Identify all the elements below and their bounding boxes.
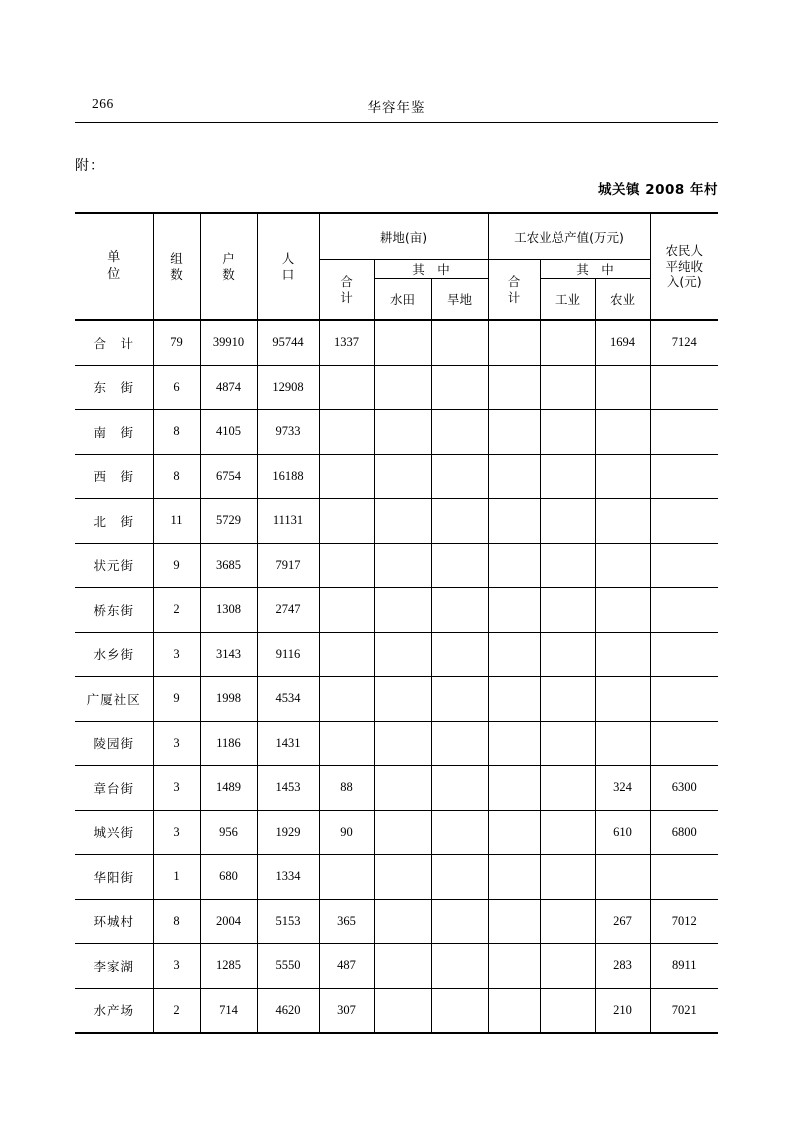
cell-output-total <box>488 766 540 811</box>
cell-dry <box>431 454 488 499</box>
cell-households: 2004 <box>200 899 257 944</box>
appendix-label: 附： <box>75 158 105 174</box>
cell-agriculture <box>595 855 650 900</box>
cell-agriculture <box>595 677 650 722</box>
cell-groups: 2 <box>153 988 200 1033</box>
cell-income <box>650 365 718 410</box>
cell-households: 1186 <box>200 721 257 766</box>
cell-farmland-total <box>319 499 374 544</box>
cell-farmland-total <box>319 588 374 633</box>
cell-dry <box>431 766 488 811</box>
cell-paddy <box>374 454 431 499</box>
cell-groups: 3 <box>153 810 200 855</box>
cell-households: 6754 <box>200 454 257 499</box>
cell-unit: 西 街 <box>75 454 153 499</box>
cell-groups: 3 <box>153 766 200 811</box>
cell-industry <box>540 721 595 766</box>
cell-agriculture: 267 <box>595 899 650 944</box>
cell-industry <box>540 588 595 633</box>
cell-population: 1431 <box>257 721 319 766</box>
cell-dry <box>431 320 488 365</box>
cell-dry <box>431 410 488 455</box>
header-groups-line1: 组 <box>170 250 183 266</box>
header-population-line2: 口 <box>281 266 295 282</box>
cell-unit: 陵园街 <box>75 721 153 766</box>
cell-industry <box>540 810 595 855</box>
cell-income <box>650 632 718 677</box>
cell-output-total <box>488 632 540 677</box>
header-unit-line1: 单 <box>107 250 121 266</box>
table-row <box>75 810 718 855</box>
cell-income <box>650 454 718 499</box>
header-farmland-total <box>319 260 374 321</box>
header-income-line2: 平纯收 <box>665 258 704 274</box>
header-output-total-line2: 计 <box>507 289 521 305</box>
cell-farmland-total: 90 <box>319 810 374 855</box>
cell-paddy <box>374 499 431 544</box>
cell-farmland-total <box>319 677 374 722</box>
cell-farmland-total <box>319 855 374 900</box>
cell-farmland-total <box>319 410 374 455</box>
cell-groups: 8 <box>153 899 200 944</box>
cell-unit: 华阳街 <box>75 855 153 900</box>
cell-farmland-total: 365 <box>319 899 374 944</box>
cell-agriculture <box>595 588 650 633</box>
cell-industry <box>540 320 595 365</box>
cell-farmland-total: 487 <box>319 944 374 989</box>
cell-paddy <box>374 320 431 365</box>
table-row <box>75 320 718 365</box>
cell-population: 4620 <box>257 988 319 1033</box>
cell-households: 1285 <box>200 944 257 989</box>
header-farmland-total-line1: 合 <box>340 273 353 289</box>
cell-population: 9116 <box>257 632 319 677</box>
cell-population: 12908 <box>257 365 319 410</box>
cell-groups: 6 <box>153 365 200 410</box>
header-farmland-among: 其 中 <box>374 260 488 279</box>
cell-income: 6300 <box>650 766 718 811</box>
cell-population: 16188 <box>257 454 319 499</box>
cell-dry <box>431 855 488 900</box>
cell-output-total <box>488 721 540 766</box>
cell-industry <box>540 899 595 944</box>
cell-groups: 3 <box>153 632 200 677</box>
cell-groups: 9 <box>153 677 200 722</box>
table-row <box>75 677 718 722</box>
cell-farmland-total <box>319 632 374 677</box>
header-farmland-total-line2: 计 <box>340 289 353 305</box>
cell-population: 4534 <box>257 677 319 722</box>
header-income <box>650 213 718 320</box>
cell-income <box>650 499 718 544</box>
cell-dry <box>431 543 488 588</box>
cell-dry <box>431 988 488 1033</box>
statistics-table <box>75 212 718 1034</box>
cell-unit: 环城村 <box>75 899 153 944</box>
cell-agriculture <box>595 365 650 410</box>
header-agriculture: 农业 <box>595 279 650 321</box>
cell-output-total <box>488 499 540 544</box>
table-row <box>75 721 718 766</box>
cell-agriculture: 210 <box>595 988 650 1033</box>
cell-output-total <box>488 320 540 365</box>
header-population <box>257 213 319 320</box>
cell-output-total <box>488 588 540 633</box>
cell-income: 7012 <box>650 899 718 944</box>
header-paddy: 水田 <box>374 279 431 321</box>
cell-paddy <box>374 810 431 855</box>
cell-groups: 3 <box>153 721 200 766</box>
cell-groups: 8 <box>153 454 200 499</box>
cell-unit: 北 街 <box>75 499 153 544</box>
cell-industry <box>540 499 595 544</box>
cell-population: 1929 <box>257 810 319 855</box>
header-industry: 工业 <box>540 279 595 321</box>
cell-households: 1308 <box>200 588 257 633</box>
cell-households: 3685 <box>200 543 257 588</box>
cell-population: 1453 <box>257 766 319 811</box>
cell-industry <box>540 632 595 677</box>
cell-paddy <box>374 721 431 766</box>
cell-agriculture <box>595 721 650 766</box>
cell-population: 7917 <box>257 543 319 588</box>
cell-output-total <box>488 899 540 944</box>
header-income-line3: 入(元) <box>666 274 702 290</box>
cell-output-total <box>488 988 540 1033</box>
cell-groups: 1 <box>153 855 200 900</box>
cell-output-total <box>488 365 540 410</box>
header-groups-line2: 数 <box>170 266 183 282</box>
cell-groups: 3 <box>153 944 200 989</box>
cell-paddy <box>374 632 431 677</box>
cell-groups: 8 <box>153 410 200 455</box>
cell-paddy <box>374 543 431 588</box>
cell-farmland-total: 88 <box>319 766 374 811</box>
header-income-line1: 农民人 <box>665 243 704 259</box>
table-row <box>75 988 718 1033</box>
header-output-total <box>488 260 540 321</box>
cell-industry <box>540 365 595 410</box>
cell-agriculture <box>595 454 650 499</box>
cell-households: 39910 <box>200 320 257 365</box>
cell-dry <box>431 899 488 944</box>
statistics-table-wrap <box>75 212 718 1034</box>
cell-income: 7021 <box>650 988 718 1033</box>
cell-paddy <box>374 588 431 633</box>
header-unit <box>75 213 153 320</box>
cell-households: 714 <box>200 988 257 1033</box>
cell-unit: 合 计 <box>75 320 153 365</box>
cell-unit: 广厦社区 <box>75 677 153 722</box>
cell-industry <box>540 855 595 900</box>
header-households-line1: 户 <box>222 250 235 266</box>
cell-output-total <box>488 944 540 989</box>
cell-agriculture <box>595 632 650 677</box>
header-unit-line2: 位 <box>107 266 121 282</box>
cell-dry <box>431 365 488 410</box>
cell-groups: 11 <box>153 499 200 544</box>
cell-population: 1334 <box>257 855 319 900</box>
cell-unit: 章台街 <box>75 766 153 811</box>
cell-income <box>650 855 718 900</box>
cell-agriculture <box>595 410 650 455</box>
cell-dry <box>431 721 488 766</box>
cell-farmland-total <box>319 454 374 499</box>
cell-output-total <box>488 454 540 499</box>
table-row <box>75 499 718 544</box>
cell-dry <box>431 944 488 989</box>
header-output-group: 工农业总产值(万元) <box>488 213 650 260</box>
cell-farmland-total <box>319 365 374 410</box>
cell-industry <box>540 677 595 722</box>
cell-unit: 城兴街 <box>75 810 153 855</box>
cell-dry <box>431 588 488 633</box>
table-row <box>75 365 718 410</box>
cell-households: 4874 <box>200 365 257 410</box>
cell-unit: 南 街 <box>75 410 153 455</box>
cell-paddy <box>374 365 431 410</box>
cell-dry <box>431 810 488 855</box>
cell-paddy <box>374 766 431 811</box>
cell-industry <box>540 944 595 989</box>
cell-population: 95744 <box>257 320 319 365</box>
cell-paddy <box>374 855 431 900</box>
cell-agriculture: 283 <box>595 944 650 989</box>
cell-population: 11131 <box>257 499 319 544</box>
header-groups <box>153 213 200 320</box>
cell-population: 9733 <box>257 410 319 455</box>
cell-paddy <box>374 944 431 989</box>
cell-output-total <box>488 677 540 722</box>
table-row <box>75 588 718 633</box>
header-dry: 旱地 <box>431 279 488 321</box>
cell-paddy <box>374 988 431 1033</box>
cell-farmland-total: 307 <box>319 988 374 1033</box>
cell-groups: 2 <box>153 588 200 633</box>
cell-unit: 状元街 <box>75 543 153 588</box>
cell-households: 1489 <box>200 766 257 811</box>
cell-agriculture: 324 <box>595 766 650 811</box>
cell-income <box>650 677 718 722</box>
table-row <box>75 632 718 677</box>
header-population-line1: 人 <box>281 250 295 266</box>
header-output-among: 其 中 <box>540 260 650 279</box>
running-title: 华容年鉴 <box>367 100 426 116</box>
cell-farmland-total <box>319 543 374 588</box>
table-row <box>75 944 718 989</box>
cell-households: 3143 <box>200 632 257 677</box>
table-row <box>75 543 718 588</box>
cell-paddy <box>374 899 431 944</box>
header-divider <box>75 122 718 123</box>
cell-households: 5729 <box>200 499 257 544</box>
table-caption: 城关镇 2008 年村 <box>598 182 718 198</box>
header-farmland-group: 耕地(亩) <box>319 213 488 260</box>
cell-industry <box>540 410 595 455</box>
cell-industry <box>540 766 595 811</box>
cell-unit: 桥东街 <box>75 588 153 633</box>
cell-income <box>650 543 718 588</box>
cell-unit: 东 街 <box>75 365 153 410</box>
cell-farmland-total: 1337 <box>319 320 374 365</box>
cell-groups: 79 <box>153 320 200 365</box>
cell-households: 1998 <box>200 677 257 722</box>
cell-dry <box>431 499 488 544</box>
table-row <box>75 899 718 944</box>
cell-unit: 水产场 <box>75 988 153 1033</box>
cell-output-total <box>488 410 540 455</box>
page-number: 266 <box>92 96 114 111</box>
cell-agriculture <box>595 543 650 588</box>
cell-unit: 水乡街 <box>75 632 153 677</box>
cell-agriculture: 1694 <box>595 320 650 365</box>
cell-agriculture <box>595 499 650 544</box>
cell-income <box>650 410 718 455</box>
cell-groups: 9 <box>153 543 200 588</box>
cell-industry <box>540 543 595 588</box>
cell-dry <box>431 632 488 677</box>
cell-income <box>650 721 718 766</box>
cell-industry <box>540 454 595 499</box>
cell-industry <box>540 988 595 1033</box>
cell-income: 6800 <box>650 810 718 855</box>
cell-output-total <box>488 543 540 588</box>
table-row <box>75 766 718 811</box>
cell-population: 2747 <box>257 588 319 633</box>
table-row <box>75 855 718 900</box>
table-row <box>75 454 718 499</box>
table-row <box>75 410 718 455</box>
cell-dry <box>431 677 488 722</box>
cell-income: 8911 <box>650 944 718 989</box>
cell-population: 5550 <box>257 944 319 989</box>
cell-output-total <box>488 810 540 855</box>
cell-unit: 李家湖 <box>75 944 153 989</box>
header-output-total-line1: 合 <box>507 273 521 289</box>
page-header <box>75 96 718 120</box>
cell-agriculture: 610 <box>595 810 650 855</box>
table-body <box>75 320 718 1033</box>
table-header-row-1 <box>75 213 718 260</box>
cell-population: 5153 <box>257 899 319 944</box>
cell-income: 7124 <box>650 320 718 365</box>
cell-households: 680 <box>200 855 257 900</box>
cell-farmland-total <box>319 721 374 766</box>
cell-income <box>650 588 718 633</box>
cell-paddy <box>374 410 431 455</box>
cell-output-total <box>488 855 540 900</box>
cell-households: 4105 <box>200 410 257 455</box>
header-households-line2: 数 <box>222 266 235 282</box>
header-households <box>200 213 257 320</box>
cell-households: 956 <box>200 810 257 855</box>
cell-paddy <box>374 677 431 722</box>
